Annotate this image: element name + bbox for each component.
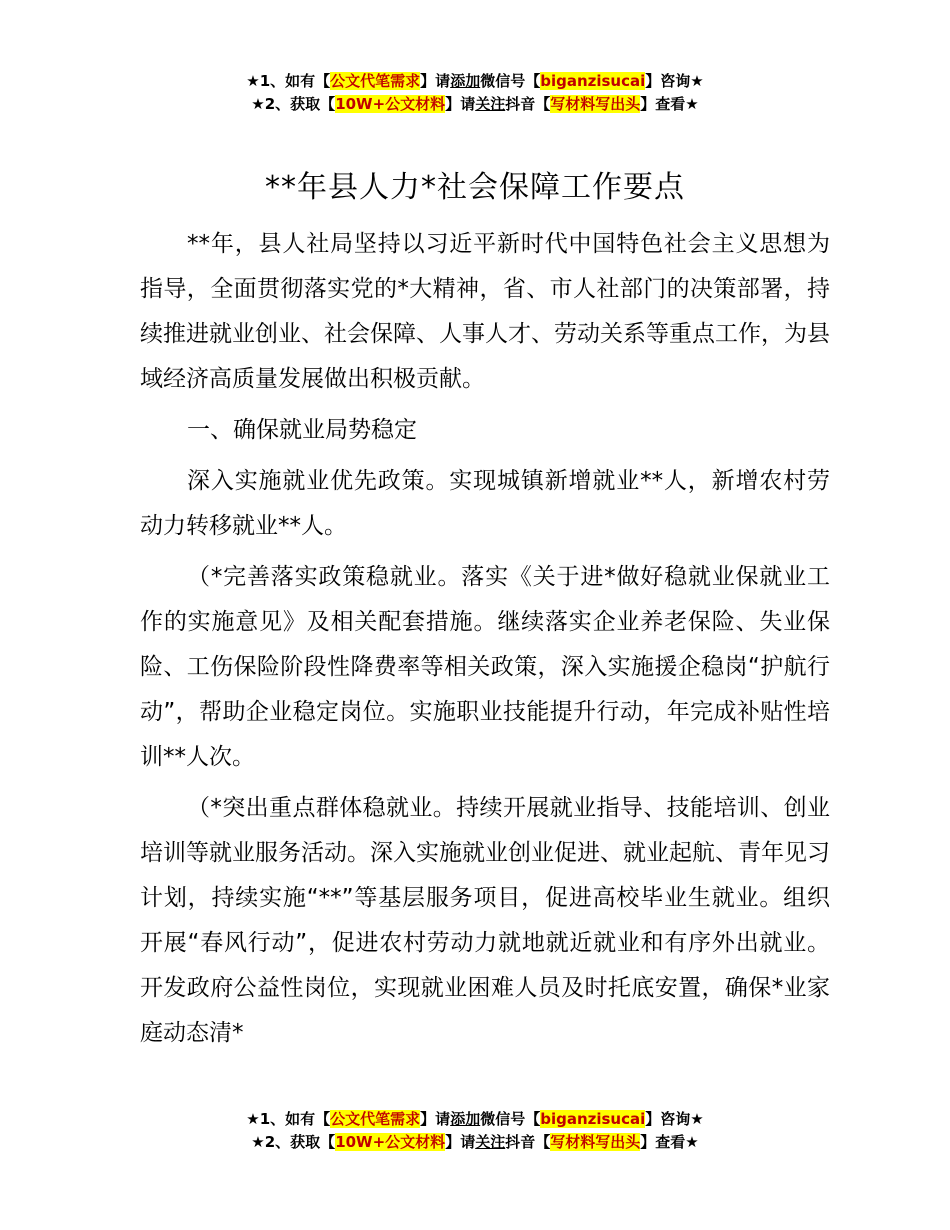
promo-text: 】查看★ xyxy=(640,95,699,113)
paragraph-intro: **年，县人社局坚持以习近平新时代中国特色社会主义思想为指导，全面贯彻落实党的*大精神，省、市人社部门的决策部署，持续推进就业创业、社会保障、人事人才、劳动关系等重点工作，为县域经济高质量发展做出积极贡献。 xyxy=(140,231,830,392)
paragraph: （*完善落实政策稳就业。落实《关于进*做好稳就业保就业工作的实施意见》及相关配套措施。继续落实企业养老保险、失业保险、工伤保险阶段性降费率等相关政策，深入实施援企稳岗“护航行动”，帮助企业稳定岗位。实施职业技能提升行动，年完成补贴性培训**人次。 xyxy=(140,564,830,770)
promo-line-2 xyxy=(0,93,950,116)
promo-text: 微信号【 xyxy=(480,72,541,90)
promo-text: 】咨询★ xyxy=(645,72,704,90)
promo-text: 】请 xyxy=(445,95,476,113)
promo-highlight: 公文代笔需求 xyxy=(330,1110,421,1128)
promo-line-1 xyxy=(0,1108,950,1131)
promo-highlight: 10W+公文材料 xyxy=(335,1133,446,1151)
promo-highlight: 写材料写出头 xyxy=(550,1133,641,1151)
document-body xyxy=(140,222,830,1056)
promo-text: 微信号【 xyxy=(480,1110,541,1128)
paragraph: 深入实施就业优先政策。实现城镇新增就业**人，新增农村劳动力转移就业**人。 xyxy=(140,468,830,539)
promo-emphasis: 添加 xyxy=(450,72,481,90)
promo-text: ★1、如有【 xyxy=(246,72,331,90)
promo-text: 】请 xyxy=(420,72,451,90)
promo-text: 抖音【 xyxy=(505,95,551,113)
promo-text: ★1、如有【 xyxy=(246,1110,331,1128)
promo-emphasis: 关注 xyxy=(475,1133,506,1151)
promo-highlight: biganzisucai xyxy=(540,72,646,90)
document-title: **年县人力*社会保障工作要点 xyxy=(265,170,685,205)
promo-line-1 xyxy=(0,70,950,93)
promo-text: ★2、获取【 xyxy=(251,1133,336,1151)
footer-promo-banner xyxy=(0,1108,950,1154)
promo-text: 】请 xyxy=(420,1110,451,1128)
promo-highlight: 写材料写出头 xyxy=(550,95,641,113)
section-heading: 一、确保就业局势稳定 xyxy=(187,417,417,443)
promo-highlight: biganzisucai xyxy=(540,1110,646,1128)
promo-highlight: 公文代笔需求 xyxy=(330,72,421,90)
promo-highlight: 10W+公文材料 xyxy=(335,95,446,113)
promo-emphasis: 关注 xyxy=(475,95,506,113)
header-promo-banner xyxy=(0,70,950,116)
promo-text: ★2、获取【 xyxy=(251,95,336,113)
promo-text: 】查看★ xyxy=(640,1133,699,1151)
promo-emphasis: 添加 xyxy=(450,1110,481,1128)
promo-text: 】咨询★ xyxy=(645,1110,704,1128)
paragraph: （*突出重点群体稳就业。持续开展就业指导、技能培训、创业培训等就业服务活动。深入实施就业创业促进、就业起航、青年见习计划，持续实施“**”等基层服务项目，促进高校毕业生就业。组织开展“春风行动”，促进农村劳动力就地就近就业和有序外出就业。开发政府公益性岗位，实现就业困难人员及时托底安置，确保*业家庭动态清* xyxy=(140,795,830,1046)
promo-line-2 xyxy=(0,1131,950,1154)
promo-text: 】请 xyxy=(445,1133,476,1151)
promo-text: 抖音【 xyxy=(505,1133,551,1151)
